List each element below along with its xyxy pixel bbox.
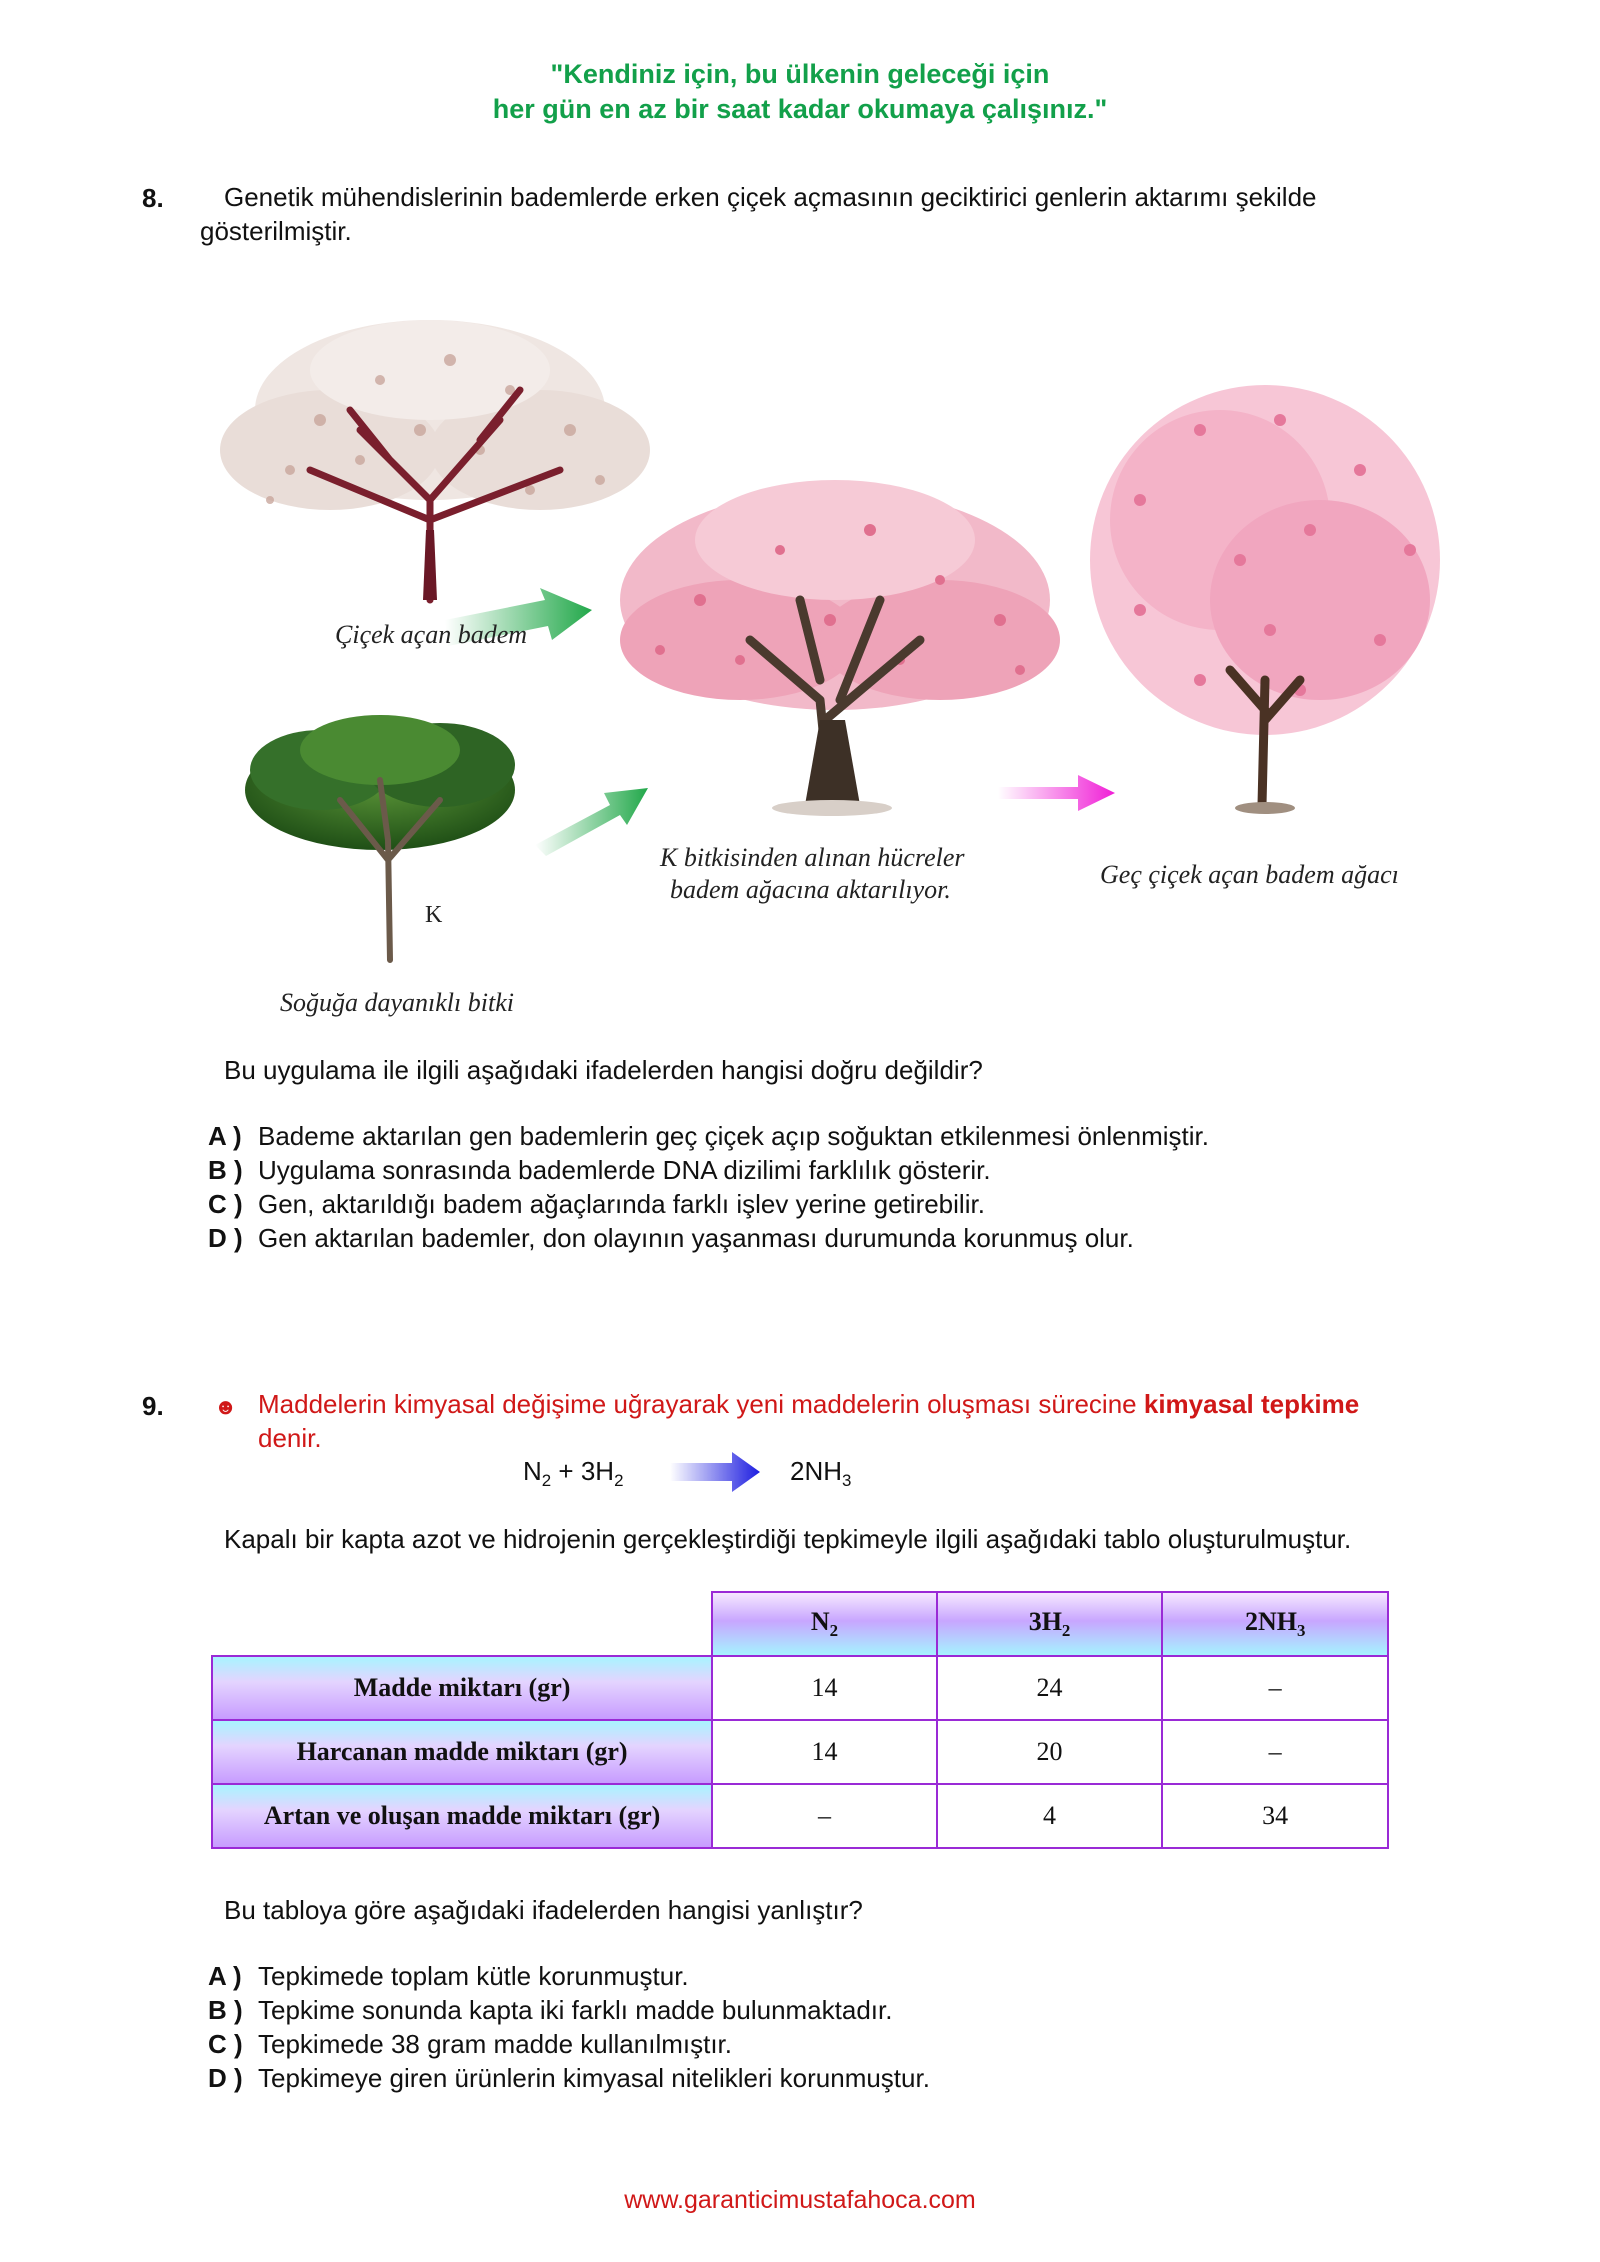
definition-line-2: denir.	[258, 1423, 322, 1453]
table-cell: 14	[712, 1720, 937, 1784]
late-flowering-almond-tree-icon	[1090, 385, 1440, 814]
cold-resistant-plant-icon	[245, 715, 515, 960]
table-blank-cell	[212, 1592, 712, 1656]
table-row	[212, 1720, 1388, 1784]
question-8-option-a[interactable]: A ) Bademe aktarılan gen bademlerin geç çiçek açıp soğuktan etkilenmesi önlenmiştir.	[208, 1121, 1209, 1151]
question-9-number: 9.	[142, 1391, 164, 1421]
definition-line-1: Maddelerin kimyasal değişime uğrayarak yeni maddelerin oluşması sürecine kimyasal tepkime	[258, 1389, 1360, 1419]
table-cell: 4	[937, 1784, 1163, 1848]
motto-line-1: "Kendiniz için, bu ülkenin geleceği için	[550, 59, 1050, 89]
question-9-prompt: Bu tabloya göre aşağıdaki ifadelerden hangisi yanlıştır?	[224, 1895, 863, 1925]
row-label: Madde miktarı (gr)	[212, 1656, 712, 1720]
row-label: Harcanan madde miktarı (gr)	[212, 1720, 712, 1784]
caption-cold-resistant: Soğuğa dayanıklı bitki	[280, 988, 514, 1017]
flowering-almond-tree-icon	[220, 320, 650, 600]
table-cell: 24	[937, 1656, 1163, 1720]
question-8-number: 8.	[142, 183, 164, 213]
table-row	[212, 1784, 1388, 1848]
question-9-option-d[interactable]: D ) Tepkimeye giren ürünlerin kimyasal nitelikleri korunmuştur.	[208, 2063, 930, 2093]
question-8-option-b[interactable]: B ) Uygulama sonrasında bademlerde DNA dizilimi farklılık gösterir.	[208, 1155, 991, 1185]
row-label: Artan ve oluşan madde miktarı (gr)	[212, 1784, 712, 1848]
reaction-table	[211, 1591, 1389, 1849]
table-cell: 20	[937, 1720, 1163, 1784]
table-cell: –	[712, 1784, 937, 1848]
caption-transfer-line-1: K bitkisinden alınan hücreler	[660, 843, 965, 872]
label-k: K	[425, 902, 443, 928]
caption-transfer-line-2: badem ağacına aktarılıyor.	[670, 875, 951, 904]
table-row	[212, 1656, 1388, 1720]
footer-url-link[interactable]: www.garanticimustafahoca.com	[624, 2186, 976, 2214]
table-header-2nh3: $2NH_3$	[1162, 1592, 1388, 1656]
table-cell: –	[1162, 1720, 1388, 1784]
grafted-almond-tree-icon	[620, 480, 1060, 816]
caption-late-flowering: Geç çiçek açan badem ağacı	[1100, 860, 1399, 889]
motto-line-2: her gün en az bir saat kadar okumaya çalışınız."	[492, 94, 1108, 124]
arrow-3-icon	[998, 775, 1115, 811]
smiley-bullet-icon: ☻	[214, 1394, 238, 1419]
question-9-intro: Kapalı bir kapta azot ve hidrojenin gerçekleştirdiği tepkimeyle ilgili aşağıdaki tablo oluşturulmuştur.	[224, 1524, 1352, 1554]
question-8-text-line-1: Genetik mühendislerinin bademlerde erken çiçek açmasının geciktirici genlerin aktarımı şekilde	[224, 182, 1317, 212]
table-cell: –	[1162, 1656, 1388, 1720]
question-9-option-c[interactable]: C ) Tepkimede 38 gram madde kullanılmıştır.	[208, 2029, 732, 2059]
caption-flowering-almond: Çiçek açan badem	[335, 620, 528, 649]
table-header-3h2: $3H_2$	[937, 1592, 1163, 1656]
question-8-option-c[interactable]: C ) Gen, aktarıldığı badem ağaçlarında farklı işlev yerine getirebilir.	[208, 1189, 985, 1219]
equation-reactants: $N_2 + 3H_2$	[523, 1456, 624, 1491]
arrow-2-icon	[535, 788, 648, 856]
reaction-arrow-icon	[670, 1450, 762, 1494]
question-9-option-b[interactable]: B ) Tepkime sonunda kapta iki farklı madde bulunmaktadır.	[208, 1995, 893, 2025]
table-header-n2: $N_2$	[712, 1592, 937, 1656]
gene-transfer-figure	[180, 300, 1470, 1020]
equation-product: $2NH_3$	[790, 1456, 852, 1491]
question-9-option-a[interactable]: A ) Tepkimede toplam kütle korunmuştur.	[208, 1961, 689, 1991]
table-cell: 34	[1162, 1784, 1388, 1848]
question-8-prompt: Bu uygulama ile ilgili aşağıdaki ifadelerden hangisi doğru değildir?	[224, 1055, 983, 1085]
question-8-text-line-2: gösterilmiştir.	[200, 216, 352, 246]
question-8-option-d[interactable]: D ) Gen aktarılan bademler, don olayının yaşanması durumunda korunmuş olur.	[208, 1223, 1134, 1253]
table-cell: 14	[712, 1656, 937, 1720]
